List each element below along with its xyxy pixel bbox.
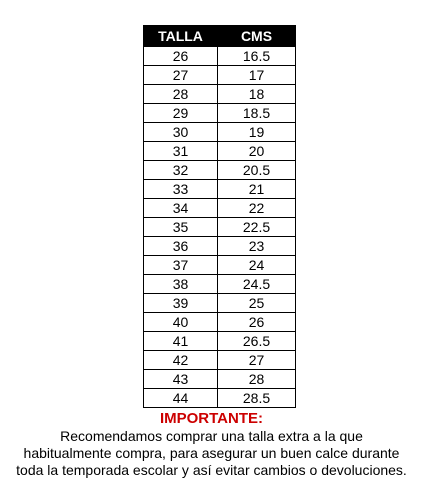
size-table [143, 25, 296, 408]
table-row [144, 47, 296, 66]
cms-cell: 18.5 [218, 104, 296, 123]
notice-title: IMPORTANTE: [159, 410, 264, 427]
table-row [144, 256, 296, 275]
table-row [144, 142, 296, 161]
cms-cell: 24.5 [218, 275, 296, 294]
talla-cell: 38 [144, 275, 218, 294]
notice-line: habitualmente compra, para asegurar un buen calce durante [23, 445, 400, 461]
cms-header: CMS [218, 26, 296, 47]
talla-cell: 26 [144, 47, 218, 66]
talla-cell: 40 [144, 313, 218, 332]
cms-cell: 23 [218, 237, 296, 256]
talla-cell: 37 [144, 256, 218, 275]
table-row [144, 294, 296, 313]
talla-cell: 29 [144, 104, 218, 123]
cms-cell: 16.5 [218, 47, 296, 66]
talla-cell: 39 [144, 294, 218, 313]
table-row [144, 104, 296, 123]
cms-cell: 26.5 [218, 332, 296, 351]
table-row [144, 313, 296, 332]
talla-header: TALLA [144, 26, 218, 47]
cms-cell: 17 [218, 66, 296, 85]
talla-cell: 31 [144, 142, 218, 161]
talla-cell: 36 [144, 237, 218, 256]
cms-cell: 25 [218, 294, 296, 313]
table-row [144, 218, 296, 237]
important-notice [0, 410, 423, 479]
notice-line: Recomendamos comprar una talla extra a la que [60, 428, 363, 444]
table-row [144, 332, 296, 351]
cms-cell: 28.5 [218, 389, 296, 408]
cms-cell: 27 [218, 351, 296, 370]
cms-cell: 21 [218, 180, 296, 199]
size-table-header-row [144, 26, 296, 47]
table-row [144, 389, 296, 408]
table-row [144, 161, 296, 180]
table-row [144, 66, 296, 85]
cms-cell: 19 [218, 123, 296, 142]
cms-cell: 24 [218, 256, 296, 275]
talla-cell: 33 [144, 180, 218, 199]
table-row [144, 370, 296, 389]
table-row [144, 123, 296, 142]
cms-cell: 28 [218, 370, 296, 389]
size-table-body [144, 47, 296, 408]
table-row [144, 351, 296, 370]
talla-cell: 34 [144, 199, 218, 218]
talla-cell: 43 [144, 370, 218, 389]
cms-cell: 20 [218, 142, 296, 161]
cms-cell: 22.5 [218, 218, 296, 237]
talla-cell: 28 [144, 85, 218, 104]
table-row [144, 85, 296, 104]
talla-cell: 27 [144, 66, 218, 85]
talla-cell: 41 [144, 332, 218, 351]
talla-cell: 30 [144, 123, 218, 142]
cms-cell: 18 [218, 85, 296, 104]
cms-cell: 26 [218, 313, 296, 332]
talla-cell: 32 [144, 161, 218, 180]
size-table-header [144, 26, 296, 47]
cms-cell: 20.5 [218, 161, 296, 180]
talla-cell: 42 [144, 351, 218, 370]
cms-cell: 22 [218, 199, 296, 218]
talla-cell: 44 [144, 389, 218, 408]
table-row [144, 199, 296, 218]
talla-cell: 35 [144, 218, 218, 237]
table-row [144, 180, 296, 199]
table-row [144, 237, 296, 256]
notice-line: toda la temporada escolar y así evitar cambios o devoluciones. [16, 462, 407, 478]
table-row [144, 275, 296, 294]
